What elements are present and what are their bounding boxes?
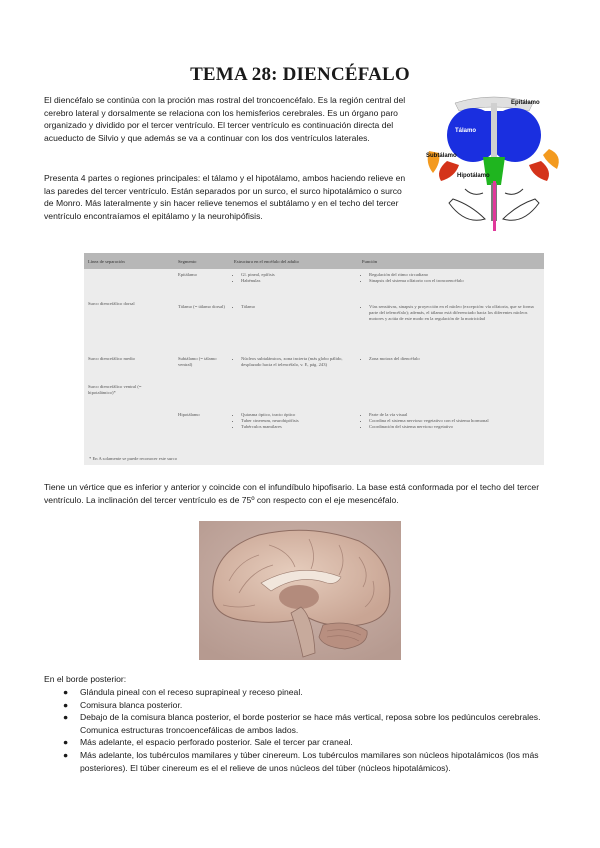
table-header-cell: Estructura en el encéfalo del adulto [230, 253, 358, 269]
structure-cell [230, 301, 358, 353]
separation-line-cell [84, 353, 174, 409]
table-footnote: * En A solamente se puede reconocer este surco [89, 456, 178, 461]
table-row [84, 353, 544, 409]
list-item-text: Debajo de la comisura blanca posterior, el borde posterior se hace más vertical, reposa sobre los pedúnculos cerebrales. Comunica estructuras troncoencefálicas de ambos lados. [80, 712, 541, 735]
function-item: • Vías sensitivas, sinapsis y proyección en el núcleo (excepción: vía olfatoria, que se forma parte del telencéfalo); además, el tálamo está diferenciado hacia los diferentes núcleos motores y actúa de este modo en la regulación de la motricidad [369, 304, 540, 322]
list-item [44, 699, 556, 712]
mammillary-left [465, 189, 483, 194]
structure-item: • Núcleos subtalámicos, zona incierta (más globo pálido, desplazado hacia el telencéfalo, v. E, pág. 243) [241, 356, 354, 368]
separation-line-medio: Surco diencefálico medio [88, 356, 135, 361]
separation-line-ventral: Surco diencefálico ventral (= hipotalámico)* [88, 384, 142, 395]
lower-curve-left [449, 199, 485, 220]
list-item-text: Glándula pineal con el receso suprapineal y receso pineal. [80, 687, 303, 697]
diencephalon-schematic [425, 93, 563, 241]
hipotalamo-region [483, 157, 505, 185]
list-item [44, 711, 556, 736]
bullet-icon: ● [63, 712, 69, 723]
posterior-border-list [44, 686, 556, 774]
mammillary-right [505, 189, 523, 194]
function-item: • Coordina el sistema nervioso vegetativo con el sistema hormonal [369, 418, 540, 424]
segment-cell: Hipotálamo [178, 412, 200, 417]
table-header-cell: Segmento [174, 253, 230, 269]
list-item-text: Más adelante, el espacio perforado posterior. Sale el tercer par craneal. [80, 737, 353, 748]
list-item-text: Más adelante, los tubérculos mamilares y túber cinereum. Los tubérculos mamilares son núcleos hipotalámicos (los más posteriores). El túber cinereum es el el relieve de unos núcleos del túber (núcleos hipotalámicos). [80, 749, 539, 773]
subtalamo-left [439, 161, 459, 181]
separation-line-cell [84, 269, 174, 301]
segment-table-figure [84, 253, 544, 465]
structure-item: • Tubérculos mamilares [241, 424, 354, 430]
thalamus-area [279, 585, 319, 609]
function-item: • Coordinación del sistema nervioso vegetativo [369, 424, 540, 430]
list-item-text: Comisura blanca posterior. [80, 699, 183, 710]
list-item [44, 749, 556, 774]
intro-paragraph-2: Presenta 4 partes o regiones principales: el tálamo y el hipotálamo, ambos haciendo relieve en las paredes del tercer ventrículo. Están separados por un surco, el surco hipotalámico o surco de Monro. Más lateralmente y sin hacer relieve tenemos el subtálamo y en el techo del tercer ventrículo encontraíamos el epitálamo y la neurohipófisis. [44, 173, 406, 221]
segment-cell: Tálamo (= tálamo dorsal) [178, 304, 225, 309]
table-row [84, 301, 544, 353]
segment-cell: Subtálamo (= tálamo ventral) [178, 356, 217, 367]
function-cell [358, 353, 544, 409]
function-cell [358, 269, 544, 301]
structure-item: • Habénulas [241, 278, 354, 284]
brain-sagittal-photo [199, 521, 401, 660]
bullet-icon: ● [63, 737, 69, 748]
function-item: • Sinapsis del sistema olfatorio con el troncoencéfalo [369, 278, 540, 284]
structure-item: • Tuber cinereum, neurohipófisis [241, 418, 354, 424]
posterior-list-heading: En el borde posterior: [44, 674, 127, 684]
intro-paragraph-1: El diencéfalo se continúa con la proción mas rostral del troncoencéfalo. Es la región central del cerebro lateral y dorsalmente se relaciona con los hemisferios cerebrales. Es un órgano paro organizado y dividido por el tercer ventrículo. El tercer ventrículo es continuación directa del acueducto de Silvio y que además se va a continuar con los dos ventrículos laterales. [44, 95, 406, 143]
subtalamo-right [529, 161, 549, 181]
structure-cell [230, 409, 358, 449]
list-item [44, 686, 556, 699]
structure-cell [230, 353, 358, 409]
magenta-stalk [493, 181, 496, 231]
structure-item: • Tálamo [241, 304, 354, 310]
function-cell [358, 301, 544, 353]
label-epitalamo: Epitálamo [511, 100, 540, 106]
diencephalon-diagram [425, 93, 563, 241]
separation-line-cell [84, 409, 174, 449]
table-header-row [84, 253, 544, 269]
function-item: • Parte de la vía visual [369, 412, 540, 418]
structure-cell [230, 269, 358, 301]
label-subtalamo: Subtálamo [426, 153, 457, 159]
function-cell [358, 409, 544, 449]
list-item [44, 736, 556, 749]
brain-section-illustration [199, 521, 401, 660]
table-header-cell: Función [358, 253, 544, 269]
label-hipotalamo: Hipotálamo [457, 173, 490, 179]
page-title: TEMA 28: DIENCÉFALO [190, 64, 410, 85]
table-row [84, 409, 544, 449]
bullet-icon: ● [63, 687, 69, 697]
separation-line-cell: Surco diencefálico dorsal [88, 301, 135, 306]
function-item: • Regulación del ritmo circadiano [369, 272, 540, 278]
structure-item: • Gl. pineal, epífisis [241, 272, 354, 278]
function-item: • Zona motora del diencéfalo [369, 356, 540, 362]
lower-curve-right [503, 199, 539, 220]
table-row [84, 269, 544, 301]
structure-item: • Quiasma óptico, tracto óptico [241, 412, 354, 418]
table-header-cell: Línea de separación [84, 253, 174, 269]
segment-table [84, 253, 544, 449]
bullet-icon: ● [63, 699, 69, 710]
bullet-icon: ● [63, 749, 69, 760]
label-talamo: Tálamo [455, 128, 477, 134]
vertex-paragraph: Tiene un vértice que es inferior y anterior y coincide con el infundíbulo hipofisario. La base está conformada por el techo del tercer ventrículo. La inclinación del tercer ventrículo es de 75º con respecto con el eje mesencéfalo. [44, 482, 540, 505]
segment-cell: Epitálamo [178, 272, 197, 277]
